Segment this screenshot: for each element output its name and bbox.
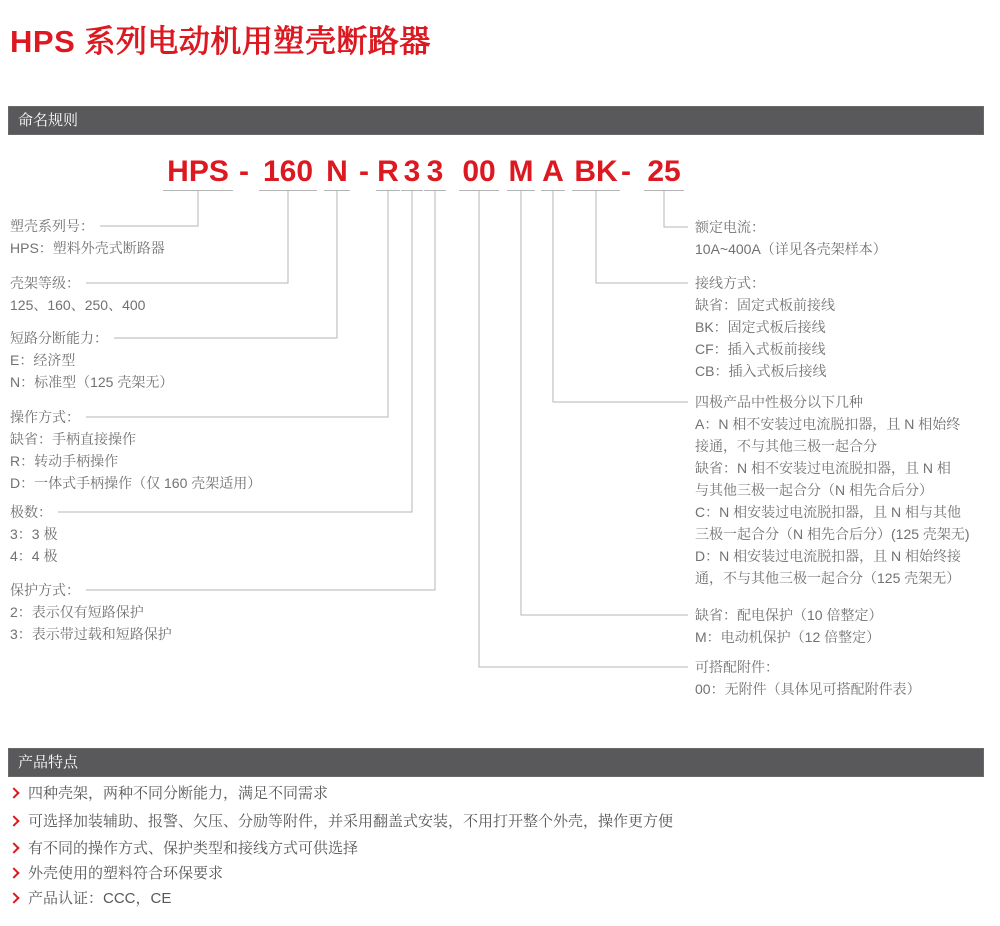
code-dash: - — [359, 155, 369, 188]
annotation-line: 缺省：固定式板前接线 — [695, 297, 835, 313]
annotation-line: D：一体式手柄操作（仅 160 壳架适用） — [10, 475, 262, 491]
annotation-heading: 壳架等级： — [10, 275, 80, 291]
code-segment-protection: 3 — [424, 156, 446, 191]
code-segment-neutral: A — [541, 156, 565, 191]
annotation-group-shell-series — [10, 215, 165, 259]
annotation-line: D：N 相安装过电流脱扣器，且 N 相始终接 — [695, 548, 961, 564]
annotation-heading: 短路分断能力： — [10, 330, 108, 346]
code-dash: - — [621, 155, 631, 188]
annotation-group-accessories — [695, 656, 921, 700]
feature-item — [10, 782, 328, 803]
code-segment-frame: 160 — [259, 156, 317, 191]
code-segment-release: M — [507, 156, 535, 191]
annotation-heading: 接线方式： — [695, 275, 765, 291]
annotation-line: 三极一起合分（N 相先合后分）(125 壳架无) — [695, 526, 970, 542]
chevron-right-icon — [8, 815, 19, 826]
annotation-line: BK：固定式板后接线 — [695, 319, 826, 335]
annotation-line: HPS：塑料外壳式断路器 — [10, 240, 165, 256]
annotation-group-frame-grade — [10, 272, 145, 316]
annotation-heading: 额定电流： — [695, 219, 765, 235]
annotation-heading: 缺省：配电保护（10 倍整定） — [695, 607, 883, 623]
feature-item — [10, 837, 358, 858]
annotation-group-breaking-capacity — [10, 327, 173, 393]
code-segment-series: HPS — [163, 156, 233, 191]
annotation-line: CB：插入式板后接线 — [695, 363, 827, 379]
feature-text: 可选择加装辅助、报警、欠压、分励等附件，并采用翻盖式安装，不用打开整个外壳，操作更方便 — [28, 813, 674, 830]
annotation-line: 125、160、250、400 — [10, 297, 146, 313]
annotation-line: A：N 相不安装过电流脱扣器，且 N 相始终 — [695, 416, 961, 432]
annotation-group-operation-mode — [10, 406, 261, 494]
feature-item — [10, 810, 673, 831]
feature-item — [10, 887, 171, 908]
annotation-line: 接通，不与其他三极一起合分 — [695, 438, 877, 454]
annotation-line: 缺省：N 相不安装过电流脱扣器，且 N 相 — [695, 460, 951, 476]
chevron-right-icon — [8, 842, 19, 853]
feature-text: 产品认证：CCC，CE — [28, 890, 172, 907]
code-dash: - — [239, 155, 249, 188]
annotation-heading: 操作方式： — [10, 409, 80, 425]
chevron-right-icon — [8, 892, 19, 903]
annotation-heading: 塑壳系列号： — [10, 218, 94, 234]
annotation-line: 4：4 极 — [10, 548, 58, 564]
feature-text: 外壳使用的塑料符合环保要求 — [28, 865, 224, 882]
annotation-heading: 四极产品中性极分以下几种 — [695, 394, 863, 410]
code-segment-breaking: N — [324, 156, 350, 191]
annotation-line: R：转动手柄操作 — [10, 453, 119, 469]
annotation-group-neutral-pole — [695, 391, 970, 589]
annotation-line: CF：插入式板前接线 — [695, 341, 826, 357]
annotation-line: 通，不与其他三极一起合分（125 壳架无） — [695, 570, 961, 586]
annotation-group-protection-mode — [10, 579, 172, 645]
code-segment-poles: 3 — [401, 156, 423, 191]
annotation-group-poles — [10, 501, 57, 567]
code-segment-current: 25 — [644, 156, 684, 191]
annotation-line: M：电动机保护（12 倍整定） — [695, 629, 881, 645]
chevron-right-icon — [8, 867, 19, 878]
page-title: HPS 系列电动机用塑壳断路器 — [10, 24, 431, 59]
annotation-group-rated-current — [695, 216, 887, 260]
annotation-heading: 可搭配附件： — [695, 659, 779, 675]
feature-item — [10, 862, 223, 883]
annotation-line: 00：无附件（具体见可搭配附件表） — [695, 681, 921, 697]
annotation-line: 3：3 极 — [10, 526, 58, 542]
feature-text: 有不同的操作方式、保护类型和接线方式可供选择 — [28, 840, 359, 857]
annotation-line: 与其他三极一起合分（N 相先合后分） — [695, 482, 933, 498]
annotation-line: C：N 相安装过电流脱扣器，且 N 相与其他 — [695, 504, 961, 520]
code-segment-operation: R — [376, 156, 400, 191]
code-segment-wiring: BK — [572, 156, 620, 191]
code-segment-accessory: 00 — [459, 156, 499, 191]
annotation-group-release-type — [695, 604, 882, 648]
chevron-right-icon — [8, 787, 19, 798]
section-header-features: 产品特点 — [8, 748, 984, 777]
annotation-line: 缺省：手柄直接操作 — [10, 431, 136, 447]
annotation-group-wiring-mode — [695, 272, 835, 382]
annotation-line: 2：表示仅有短路保护 — [10, 604, 144, 620]
annotation-line: N：标准型（125 壳架无） — [10, 374, 174, 390]
section-header-naming: 命名规则 — [8, 106, 984, 135]
annotation-line: E：经济型 — [10, 352, 76, 368]
annotation-line: 10A~400A（详见各壳架样本） — [695, 241, 887, 257]
annotation-line: 3：表示带过载和短路保护 — [10, 626, 172, 642]
annotation-heading: 保护方式： — [10, 582, 80, 598]
feature-text: 四种壳架，两种不同分断能力，满足不同需求 — [28, 785, 329, 802]
annotation-heading: 极数： — [10, 504, 52, 520]
